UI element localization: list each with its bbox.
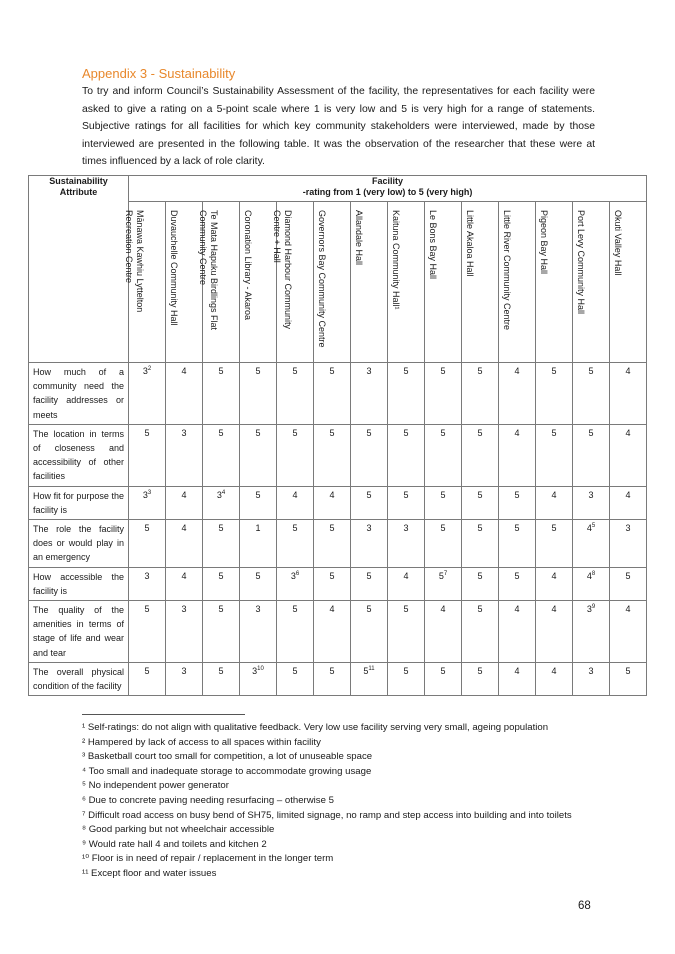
facility-column-header [462,202,499,363]
rating-value: 5 [477,604,483,615]
rating-cell [351,567,388,600]
table-row [29,363,647,425]
rating-value: 5 [292,523,298,534]
facility-name-line: Allandale Hall [354,210,364,266]
footnote: ⁵ No independent power generator [82,780,229,792]
rating-value: 5 [366,570,372,581]
rating-value: 4 [586,570,592,581]
rating-value: 5 [477,665,483,676]
rating-value: 5 [218,366,224,376]
facility-column-header [198,202,240,363]
rating-value: 5 [477,427,483,438]
rating-cell [351,520,388,568]
rating-value: 4 [403,570,409,581]
footnote-ref: 8 [591,570,596,577]
rating-value: 5 [329,427,335,438]
rating-value: 5 [625,665,631,676]
facility-column-header [351,202,388,363]
rating-value: 5 [514,489,520,500]
facility-name-line: Governors Bay Community Centre [317,210,327,348]
footnote: ³ Basketball court too small for competition, a lot of unuseable space [82,751,373,763]
rating-cell [314,601,351,663]
rating-cell [314,486,351,519]
facility-column-header [425,202,462,363]
rating-cell [536,520,573,568]
rating-cell [351,601,388,663]
rating-cell [425,363,462,425]
footnote-ref: 4 [221,489,226,496]
attribute-cell: How accessible the facility is [29,567,129,600]
rating-cell [277,486,314,519]
rating-value: 4 [625,604,631,615]
rating-cell [610,601,647,663]
rating-value: 5 [366,427,372,438]
rating-value: 4 [514,427,520,438]
rating-value: 5 [551,523,557,534]
rating-cell [351,424,388,486]
rating-value: 3 [142,366,148,376]
rating-value: 5 [477,489,483,500]
rating-cell [499,486,536,519]
rating-cell [388,486,425,519]
footnote: ⁴ Too small and inadequate storage to accommodate growing usage [82,765,372,777]
rating-cell [314,363,351,425]
rating-value: 5 [403,604,409,615]
rating-cell [240,662,277,695]
facility-name [197,210,219,330]
facility-column-header [610,202,647,363]
facility-name [538,210,549,274]
footnote: ⁹ Would rate hall 4 and toilets and kitchen 2 [82,838,267,850]
facility-column-header [499,202,536,363]
rating-value: 4 [181,489,187,500]
rating-value: 3 [403,523,409,534]
attribute-header-line-1: Sustainability [49,176,108,186]
rating-value: 5 [551,427,557,438]
rating-value: 1 [255,523,261,534]
rating-cell [129,662,166,695]
rating-value: 5 [218,427,224,438]
rating-cell [351,662,388,695]
rating-value: 5 [292,604,298,615]
rating-value: 5 [292,427,298,438]
rating-cell [425,520,462,568]
rating-cell [203,363,240,425]
footnote: ⁶ Due to concrete paving needing resurfacing – otherwise 5 [82,794,334,806]
rating-value: 5 [218,523,224,534]
rating-cell [314,424,351,486]
rating-value: 4 [625,489,631,500]
footnote: ¹¹ Except floor and water issues [82,867,217,879]
rating-value: 4 [329,604,335,615]
facility-name-line: Te Mata Hapuku Birdlings Flat [209,210,219,331]
table-row [29,520,647,568]
rating-cell [203,567,240,600]
rating-cell [203,424,240,486]
rating-value: 4 [292,489,298,500]
rating-cell [610,363,647,425]
rating-cell [240,424,277,486]
rating-cell [462,662,499,695]
rating-cell [462,424,499,486]
rating-value: 4 [551,604,557,615]
rating-value: 5 [144,665,150,676]
rating-value: 5 [477,366,483,376]
rating-value: 3 [144,570,150,581]
facility-column-header [314,202,351,363]
rating-cell [573,424,610,486]
facility-name [168,210,179,326]
rating-value: 5 [514,523,520,534]
rating-cell [610,424,647,486]
rating-value: 3 [366,366,372,376]
rating-cell [240,486,277,519]
rating-cell [425,424,462,486]
facility-column-header [536,202,573,363]
rating-value: 5 [440,523,446,534]
footnotes [82,721,602,882]
table-row [29,662,647,695]
facility-name-line: Port Levy Community Hall [576,210,586,315]
rating-cell [499,424,536,486]
rating-cell [203,520,240,568]
footnote-ref: 9 [591,604,596,611]
facility-name-line: Diamond Harbour Community [283,210,293,330]
rating-cell [610,662,647,695]
rating-cell [203,662,240,695]
rating-value: 4 [625,427,631,438]
rating-value: 5 [144,427,150,438]
rating-value: 5 [403,427,409,438]
rating-cell [573,662,610,695]
rating-cell [499,601,536,663]
rating-value: 3 [586,604,592,615]
footnote: ¹ Self-ratings: do not align with qualitative feedback. Very low use facility serving very small, ageing population [82,722,549,733]
rating-cell [314,520,351,568]
facility-name-line: Coronation Library - Akaroa [243,210,253,321]
rating-cell [277,601,314,663]
rating-cell [462,520,499,568]
facility-name-line: Okuti Valley Hall [613,210,624,276]
facility-header [129,176,647,202]
rating-value: 5 [255,366,261,376]
rating-cell [129,486,166,519]
facility-name-line: Le Bons Bay Hall [428,210,438,280]
rating-cell [462,601,499,663]
footnote-ref: 10 [257,665,264,672]
rating-cell [351,486,388,519]
rating-value: 5 [218,570,224,581]
rating-cell [240,520,277,568]
footnote: ⁷ Difficult road access on busy bend of SH75, limited signage, no ramp and step access into building and into toilets [82,809,572,821]
rating-value: 3 [181,665,187,676]
rating-cell [425,601,462,663]
rating-cell [499,567,536,600]
rating-value: 5 [329,523,335,534]
rating-value: 5 [588,427,594,438]
rating-cell [277,520,314,568]
rating-value: 5 [366,604,372,615]
rating-value: 5 [440,489,446,500]
intro-paragraph: To try and inform Council’s Sustainability Assessment of the facility, the representatives for each facility were asked to give a rating on a 5-point scale where 1 is very low and 5 is very high for a range of statements. Subjective ratings for all facilities for which key community stakeholders were interviewed, made by those interviewed are presented in the following table. It was the observation of the researcher that these were at times influenced by a lack of role clarity. [82,86,595,168]
rating-cell [166,363,203,425]
rating-cell [351,363,388,425]
rating-cell [240,601,277,663]
rating-value: 3 [181,604,187,615]
rating-value: 5 [403,366,409,376]
attribute-cell: The role the facility does or would play in an emergency [29,520,129,568]
facility-column-header [124,202,166,363]
facility-header-line-2: -rating from 1 (very low) to 5 (very high) [302,187,473,197]
rating-value: 5 [329,665,335,676]
rating-value: 5 [403,489,409,500]
rating-cell [425,662,462,695]
rating-value: 5 [440,366,446,376]
rating-value: 3 [588,489,594,500]
rating-cell [277,424,314,486]
footnote: ¹⁰ Floor is in need of repair / replacement in the longer term [82,853,334,865]
footnote-ref: 2 [147,366,152,372]
rating-value: 5 [329,366,335,376]
attribute-cell: The location in terms of closeness and accessibility of other facilities [29,424,129,486]
attribute-cell: The overall physical condition of the facility [29,662,129,695]
rating-cell [314,662,351,695]
rating-value: 3 [181,427,187,438]
rating-value: 5 [292,665,298,676]
rating-value: 3 [255,604,261,615]
facility-name [501,210,512,330]
facility-name [353,210,364,265]
rating-cell [573,363,610,425]
rating-value: 4 [551,665,557,676]
rating-value: 3 [366,523,372,534]
rating-value: 4 [625,366,631,376]
facility-name-line: Little River Community Centre [502,210,512,331]
rating-value: 4 [551,570,557,581]
table-row [29,486,647,519]
facility-name [390,210,401,310]
rating-cell [536,567,573,600]
rating-value: 5 [625,570,631,581]
attribute-cell: How fit for purpose the facility is [29,486,129,519]
rating-value: 5 [477,570,483,581]
footnote-ref: 5 [591,523,596,530]
footnote: ⁸ Good parking but not wheelchair accessible [82,824,275,836]
rating-cell [129,424,166,486]
rating-cell [573,486,610,519]
rating-value: 5 [440,427,446,438]
rating-value: 4 [181,523,187,534]
table-row [29,567,647,600]
attribute-header [29,176,129,363]
facility-name [242,210,253,320]
rating-cell [277,662,314,695]
rating-value: 4 [181,366,187,376]
rating-cell [166,520,203,568]
rating-cell [166,601,203,663]
rating-value: 3 [290,570,296,581]
facility-name [271,210,293,329]
facility-name [316,210,327,348]
rating-value: 4 [329,489,335,500]
facility-column-header [388,202,425,363]
rating-cell [166,486,203,519]
facility-name-line: Duvauchelle Community Hall [169,210,179,326]
facility-header-line-1: Facility [372,176,404,186]
rating-cell [388,424,425,486]
facility-name-line: Little Akaloa Hall [465,210,475,277]
footnote-ref: 7 [443,570,448,577]
rating-cell [425,567,462,600]
footnote-rule [82,714,245,715]
facility-name [427,210,438,279]
facility-name-line: Centre + Hall [272,210,282,263]
facility-name [575,210,586,314]
rating-value: 5 [255,489,261,500]
rating-value: 5 [144,604,150,615]
rating-cell [277,567,314,600]
footnote: ² Hampered by lack of access to all spaces within facility [82,736,321,748]
attribute-cell: How much of a community need the facility addresses or meets [29,363,129,425]
facility-column-header [272,202,314,363]
page-number: 68 [578,900,591,912]
table-row [29,601,647,663]
rating-cell [388,520,425,568]
rating-cell [610,486,647,519]
attribute-header-line-2: Attribute [59,187,98,197]
rating-cell [129,520,166,568]
rating-cell [240,567,277,600]
rating-value: 3 [625,523,631,534]
rating-value: 5 [255,427,261,438]
rating-cell [499,363,536,425]
facility-name [464,210,475,277]
rating-cell [425,486,462,519]
rating-cell [499,520,536,568]
rating-cell [166,662,203,695]
facility-name-line: Kaituna Community Hall¹ [391,210,401,310]
rating-value: 5 [218,604,224,615]
rating-cell [203,486,240,519]
rating-cell [610,567,647,600]
rating-cell [610,520,647,568]
rating-value: 5 [588,366,594,376]
rating-value: 4 [586,523,592,534]
table-header-row [29,176,647,202]
rating-value: 5 [292,366,298,376]
facility-name-line: Recreation Centre [124,210,134,284]
rating-value: 3 [142,489,148,500]
rating-cell [499,662,536,695]
table-row [29,424,647,486]
rating-value: 5 [255,570,261,581]
rating-value: 5 [363,665,369,676]
rating-cell [573,601,610,663]
rating-cell [166,567,203,600]
rating-cell [203,601,240,663]
footnote-ref: 6 [295,570,300,577]
sustainability-table [28,175,647,696]
footnote-ref: 3 [147,489,152,496]
rating-cell [462,363,499,425]
rating-cell [240,363,277,425]
rating-cell [129,567,166,600]
rating-cell [388,363,425,425]
rating-cell [462,486,499,519]
rating-cell [129,601,166,663]
rating-cell [462,567,499,600]
rating-value: 5 [218,665,224,676]
rating-cell [536,363,573,425]
rating-cell [536,601,573,663]
rating-cell [314,567,351,600]
facility-name-line: Community Centre [198,210,208,286]
facility-name-line: Pigeon Bay Hall [539,210,549,275]
rating-value: 4 [514,665,520,676]
rating-value: 3 [252,665,258,676]
rating-value: 5 [514,570,520,581]
rating-value: 3 [588,665,594,676]
rating-value: 5 [403,665,409,676]
rating-cell [388,662,425,695]
rating-value: 4 [514,366,520,376]
facility-name-line: Mānawa Kawhiu Lyttelton [135,210,145,313]
rating-value: 5 [438,570,444,581]
rating-value: 5 [477,523,483,534]
facility-name [612,210,623,275]
rating-value: 5 [440,665,446,676]
rating-cell [573,520,610,568]
attribute-cell: The quality of the amenities in terms of stage of life and wear and tear [29,601,129,663]
rating-cell [536,424,573,486]
rating-value: 5 [366,489,372,500]
rating-value: 4 [440,604,446,615]
rating-value: 4 [181,570,187,581]
rating-cell [388,601,425,663]
appendix-heading: Appendix 3 - Sustainability [82,66,236,81]
rating-cell [388,567,425,600]
facility-column-header [573,202,610,363]
footnote-ref: 11 [368,665,375,672]
rating-value: 3 [216,489,222,500]
rating-cell [129,363,166,425]
rating-cell [573,567,610,600]
rating-value: 5 [551,366,557,376]
rating-cell [536,662,573,695]
facility-name [123,210,145,312]
rating-value: 5 [329,570,335,581]
rating-cell [536,486,573,519]
rating-cell [277,363,314,425]
rating-value: 4 [514,604,520,615]
rating-value: 4 [551,489,557,500]
rating-cell [166,424,203,486]
rating-value: 5 [144,523,150,534]
